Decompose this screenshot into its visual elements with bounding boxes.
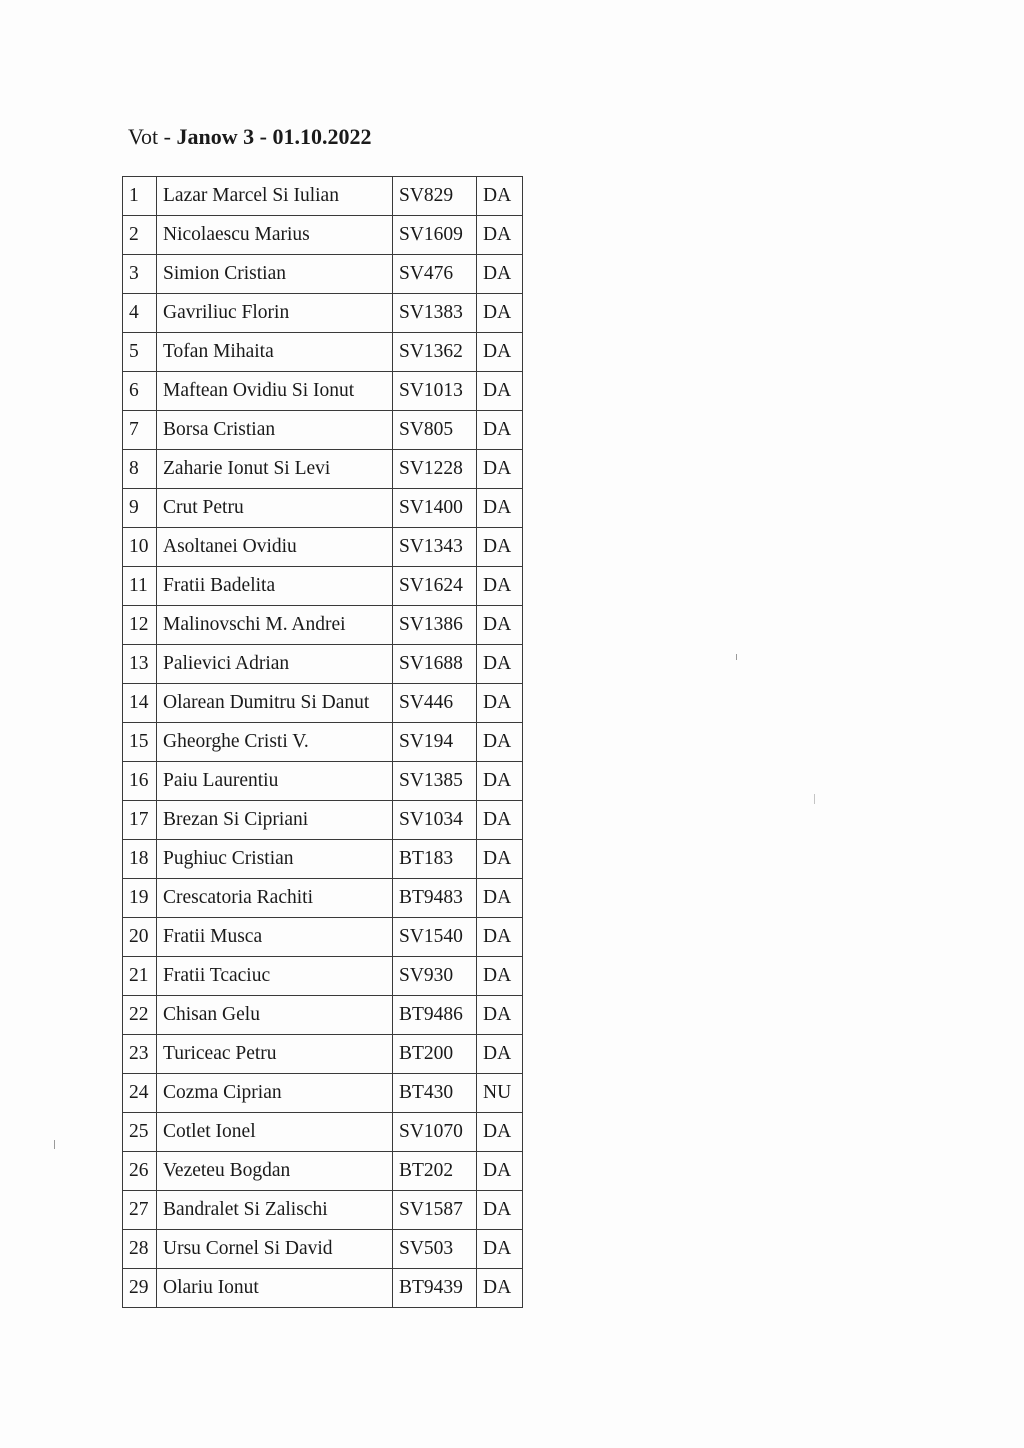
vote-value: DA	[477, 489, 523, 528]
vote-value: DA	[477, 801, 523, 840]
table-row	[123, 1113, 523, 1152]
table-row	[123, 684, 523, 723]
vote-table	[122, 176, 523, 1308]
table-row	[123, 1269, 523, 1308]
vote-value: DA	[477, 333, 523, 372]
member-name: Cozma Ciprian	[157, 1074, 393, 1113]
member-code: SV930	[393, 957, 477, 996]
table-row	[123, 840, 523, 879]
vote-table-body	[123, 177, 523, 1308]
member-code: SV503	[393, 1230, 477, 1269]
member-code: SV1034	[393, 801, 477, 840]
table-row	[123, 918, 523, 957]
table-row	[123, 567, 523, 606]
vote-value: DA	[477, 528, 523, 567]
member-name: Asoltanei Ovidiu	[157, 528, 393, 567]
table-row	[123, 1191, 523, 1230]
vote-value: DA	[477, 684, 523, 723]
vote-value: DA	[477, 840, 523, 879]
member-name: Chisan Gelu	[157, 996, 393, 1035]
vote-value: DA	[477, 1035, 523, 1074]
table-row	[123, 1035, 523, 1074]
row-number: 17	[123, 801, 157, 840]
member-code: SV1400	[393, 489, 477, 528]
vote-value: DA	[477, 1191, 523, 1230]
row-number: 8	[123, 450, 157, 489]
member-name: Vezeteu Bogdan	[157, 1152, 393, 1191]
member-name: Malinovschi M. Andrei	[157, 606, 393, 645]
row-number: 22	[123, 996, 157, 1035]
member-code: BT202	[393, 1152, 477, 1191]
table-row	[123, 723, 523, 762]
member-code: SV1228	[393, 450, 477, 489]
member-name: Crut Petru	[157, 489, 393, 528]
vote-value: DA	[477, 216, 523, 255]
member-name: Turiceac Petru	[157, 1035, 393, 1074]
table-row	[123, 996, 523, 1035]
member-name: Olariu Ionut	[157, 1269, 393, 1308]
row-number: 2	[123, 216, 157, 255]
row-number: 14	[123, 684, 157, 723]
vote-value: DA	[477, 918, 523, 957]
member-code: SV1362	[393, 333, 477, 372]
table-row	[123, 606, 523, 645]
row-number: 13	[123, 645, 157, 684]
member-name: Gavriliuc Florin	[157, 294, 393, 333]
member-name: Pughiuc Cristian	[157, 840, 393, 879]
row-number: 3	[123, 255, 157, 294]
vote-value: DA	[477, 411, 523, 450]
table-row	[123, 294, 523, 333]
vote-value: DA	[477, 255, 523, 294]
row-number: 24	[123, 1074, 157, 1113]
table-row	[123, 1074, 523, 1113]
member-code: SV1540	[393, 918, 477, 957]
member-code: SV194	[393, 723, 477, 762]
member-code: SV1383	[393, 294, 477, 333]
page-title	[128, 122, 371, 152]
vote-value: NU	[477, 1074, 523, 1113]
member-name: Fratii Tcaciuc	[157, 957, 393, 996]
row-number: 29	[123, 1269, 157, 1308]
vote-value: DA	[477, 762, 523, 801]
member-name: Nicolaescu Marius	[157, 216, 393, 255]
row-number: 7	[123, 411, 157, 450]
row-number: 6	[123, 372, 157, 411]
table-row	[123, 255, 523, 294]
vote-value: DA	[477, 372, 523, 411]
member-code: SV476	[393, 255, 477, 294]
member-code: SV829	[393, 177, 477, 216]
row-number: 4	[123, 294, 157, 333]
row-number: 18	[123, 840, 157, 879]
member-code: BT9486	[393, 996, 477, 1035]
member-code: BT9483	[393, 879, 477, 918]
member-name: Brezan Si Cipriani	[157, 801, 393, 840]
member-code: SV1070	[393, 1113, 477, 1152]
member-code: BT430	[393, 1074, 477, 1113]
row-number: 10	[123, 528, 157, 567]
scan-speck	[814, 794, 815, 804]
vote-value: DA	[477, 879, 523, 918]
member-code: SV1624	[393, 567, 477, 606]
vote-value: DA	[477, 957, 523, 996]
title-bold: Janow 3 - 01.10.2022	[176, 124, 372, 149]
row-number: 25	[123, 1113, 157, 1152]
row-number: 27	[123, 1191, 157, 1230]
member-code: SV1609	[393, 216, 477, 255]
row-number: 9	[123, 489, 157, 528]
table-row	[123, 1230, 523, 1269]
member-name: Bandralet Si Zalischi	[157, 1191, 393, 1230]
member-name: Crescatoria Rachiti	[157, 879, 393, 918]
member-name: Olarean Dumitru Si Danut	[157, 684, 393, 723]
table-row	[123, 645, 523, 684]
vote-value: DA	[477, 606, 523, 645]
vote-value: DA	[477, 1113, 523, 1152]
member-code: SV1688	[393, 645, 477, 684]
member-code: SV1385	[393, 762, 477, 801]
table-row	[123, 372, 523, 411]
vote-value: DA	[477, 567, 523, 606]
row-number: 20	[123, 918, 157, 957]
member-code: SV1587	[393, 1191, 477, 1230]
row-number: 21	[123, 957, 157, 996]
member-name: Tofan Mihaita	[157, 333, 393, 372]
member-name: Borsa Cristian	[157, 411, 393, 450]
table-row	[123, 450, 523, 489]
table-row	[123, 957, 523, 996]
row-number: 16	[123, 762, 157, 801]
member-name: Fratii Musca	[157, 918, 393, 957]
row-number: 19	[123, 879, 157, 918]
member-name: Fratii Badelita	[157, 567, 393, 606]
vote-value: DA	[477, 294, 523, 333]
vote-value: DA	[477, 1152, 523, 1191]
member-code: SV805	[393, 411, 477, 450]
row-number: 5	[123, 333, 157, 372]
member-code: SV446	[393, 684, 477, 723]
member-name: Ursu Cornel Si David	[157, 1230, 393, 1269]
vote-value: DA	[477, 450, 523, 489]
vote-value: DA	[477, 996, 523, 1035]
table-row	[123, 1152, 523, 1191]
table-row	[123, 333, 523, 372]
row-number: 12	[123, 606, 157, 645]
scan-speck	[736, 654, 737, 660]
title-prefix: Vot -	[128, 124, 177, 149]
member-name: Simion Cristian	[157, 255, 393, 294]
row-number: 15	[123, 723, 157, 762]
member-name: Zaharie Ionut Si Levi	[157, 450, 393, 489]
vote-value: DA	[477, 1230, 523, 1269]
table-row	[123, 528, 523, 567]
table-row	[123, 177, 523, 216]
table-row	[123, 489, 523, 528]
member-code: BT9439	[393, 1269, 477, 1308]
table-row	[123, 411, 523, 450]
row-number: 26	[123, 1152, 157, 1191]
member-code: SV1386	[393, 606, 477, 645]
member-name: Maftean Ovidiu Si Ionut	[157, 372, 393, 411]
member-name: Palievici Adrian	[157, 645, 393, 684]
vote-value: DA	[477, 177, 523, 216]
row-number: 11	[123, 567, 157, 606]
table-row	[123, 216, 523, 255]
member-code: BT200	[393, 1035, 477, 1074]
member-code: SV1343	[393, 528, 477, 567]
member-name: Lazar Marcel Si Iulian	[157, 177, 393, 216]
row-number: 23	[123, 1035, 157, 1074]
row-number: 1	[123, 177, 157, 216]
vote-value: DA	[477, 645, 523, 684]
table-row	[123, 762, 523, 801]
member-name: Gheorghe Cristi V.	[157, 723, 393, 762]
row-number: 28	[123, 1230, 157, 1269]
scan-speck	[54, 1140, 55, 1149]
member-name: Cotlet Ionel	[157, 1113, 393, 1152]
table-row	[123, 801, 523, 840]
member-name: Paiu Laurentiu	[157, 762, 393, 801]
vote-value: DA	[477, 723, 523, 762]
table-row	[123, 879, 523, 918]
vote-value: DA	[477, 1269, 523, 1308]
member-code: SV1013	[393, 372, 477, 411]
member-code: BT183	[393, 840, 477, 879]
